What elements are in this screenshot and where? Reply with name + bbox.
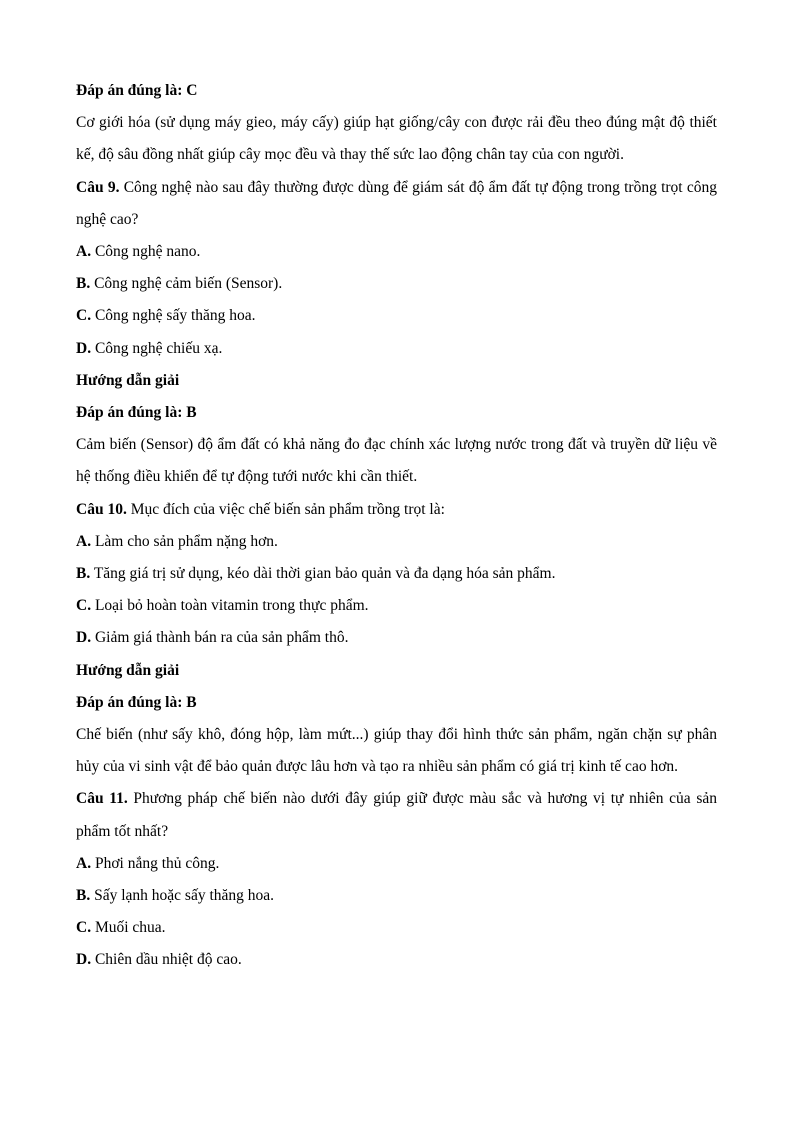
- option-text: Loại bỏ hoàn toàn vitamin trong thực phẩm.: [91, 597, 369, 615]
- explanation-paragraph: Chế biến (như sấy khô, đóng hộp, làm mứt...) giúp thay đổi hình thức sản phẩm, ngăn chặn sự phân hủy của vi sinh vật để bảo quản được lâu hơn và tạo ra nhiều sản phẩm có giá trị kinh tế cao hơn.: [76, 726, 717, 776]
- option-text: Công nghệ sấy thăng hoa.: [91, 307, 256, 325]
- option-label: A.: [76, 243, 92, 261]
- option-d: [76, 333, 717, 365]
- question-label: Câu 10.: [76, 500, 127, 518]
- option-text: Muối chua.: [91, 919, 166, 937]
- question-9: [76, 172, 717, 236]
- option-text: Công nghệ cảm biến (Sensor).: [90, 275, 283, 293]
- option-text: Công nghệ chiếu xạ.: [91, 339, 223, 357]
- answer-heading: Đáp án đúng là: C: [76, 82, 198, 99]
- option-label: D.: [76, 339, 92, 357]
- option-c: [76, 300, 717, 332]
- answer-heading: Đáp án đúng là: B: [76, 693, 197, 711]
- question-text: Phương pháp chế biến nào dưới đây giúp giữ được màu sắc và hương vị tự nhiên của sản phẩm tốt nhất?: [76, 790, 717, 840]
- option-text: Công nghệ nano.: [91, 243, 201, 261]
- option-label: A.: [76, 532, 92, 550]
- question-text: Mục đích của việc chế biến sản phẩm trồng trọt là:: [126, 500, 445, 518]
- question-label: Câu 9.: [76, 178, 120, 196]
- question-11: [76, 783, 717, 847]
- option-label: B.: [76, 275, 91, 293]
- option-c: [76, 912, 717, 944]
- option-b: [76, 268, 717, 300]
- option-text: Chiên dầu nhiệt độ cao.: [91, 951, 242, 969]
- option-text: Phơi nắng thủ công.: [91, 854, 220, 872]
- option-c: [76, 590, 717, 622]
- option-a: [76, 848, 717, 880]
- option-text: Giảm giá thành bán ra của sản phẩm thô.: [91, 629, 349, 647]
- solution-heading: Hướng dẫn giải: [76, 661, 180, 679]
- question-text: Công nghệ nào sau đây thường được dùng để giám sát độ ẩm đất tự động trong trồng trọt công nghệ cao?: [76, 178, 717, 228]
- option-label: C.: [76, 597, 92, 615]
- option-label: B.: [76, 565, 91, 583]
- explanation-paragraph: Cơ giới hóa (sử dụng máy gieo, máy cấy) giúp hạt giống/cây con được rải đều theo đúng mật độ thiết kế, độ sâu đồng nhất giúp cây mọc đều và thay thế sức lao động chân tay của con người.: [76, 114, 717, 164]
- option-a: [76, 236, 717, 268]
- option-label: D.: [76, 951, 92, 969]
- option-a: [76, 526, 717, 558]
- answer-heading: Đáp án đúng là: B: [76, 404, 197, 422]
- explanation-paragraph: Cảm biến (Sensor) độ ẩm đất có khả năng đo đạc chính xác lượng nước trong đất và truyền dữ liệu về hệ thống điều khiển để tự động tưới nước khi cần thiết.: [76, 436, 717, 486]
- option-label: A.: [76, 854, 92, 872]
- option-d: [76, 622, 717, 654]
- option-label: D.: [76, 629, 92, 647]
- option-text: Tăng giá trị sử dụng, kéo dài thời gian bảo quản và đa dạng hóa sản phẩm.: [90, 565, 556, 583]
- question-label: Câu 11.: [76, 790, 128, 808]
- option-label: C.: [76, 307, 92, 325]
- option-label: B.: [76, 887, 91, 905]
- option-label: C.: [76, 919, 92, 937]
- solution-heading: Hướng dẫn giải: [76, 371, 180, 389]
- option-text: Làm cho sản phẩm nặng hơn.: [91, 532, 278, 550]
- option-d: [76, 944, 717, 976]
- option-b: [76, 880, 717, 912]
- question-10: [76, 494, 717, 526]
- option-b: [76, 558, 717, 590]
- option-text: Sấy lạnh hoặc sấy thăng hoa.: [90, 887, 275, 905]
